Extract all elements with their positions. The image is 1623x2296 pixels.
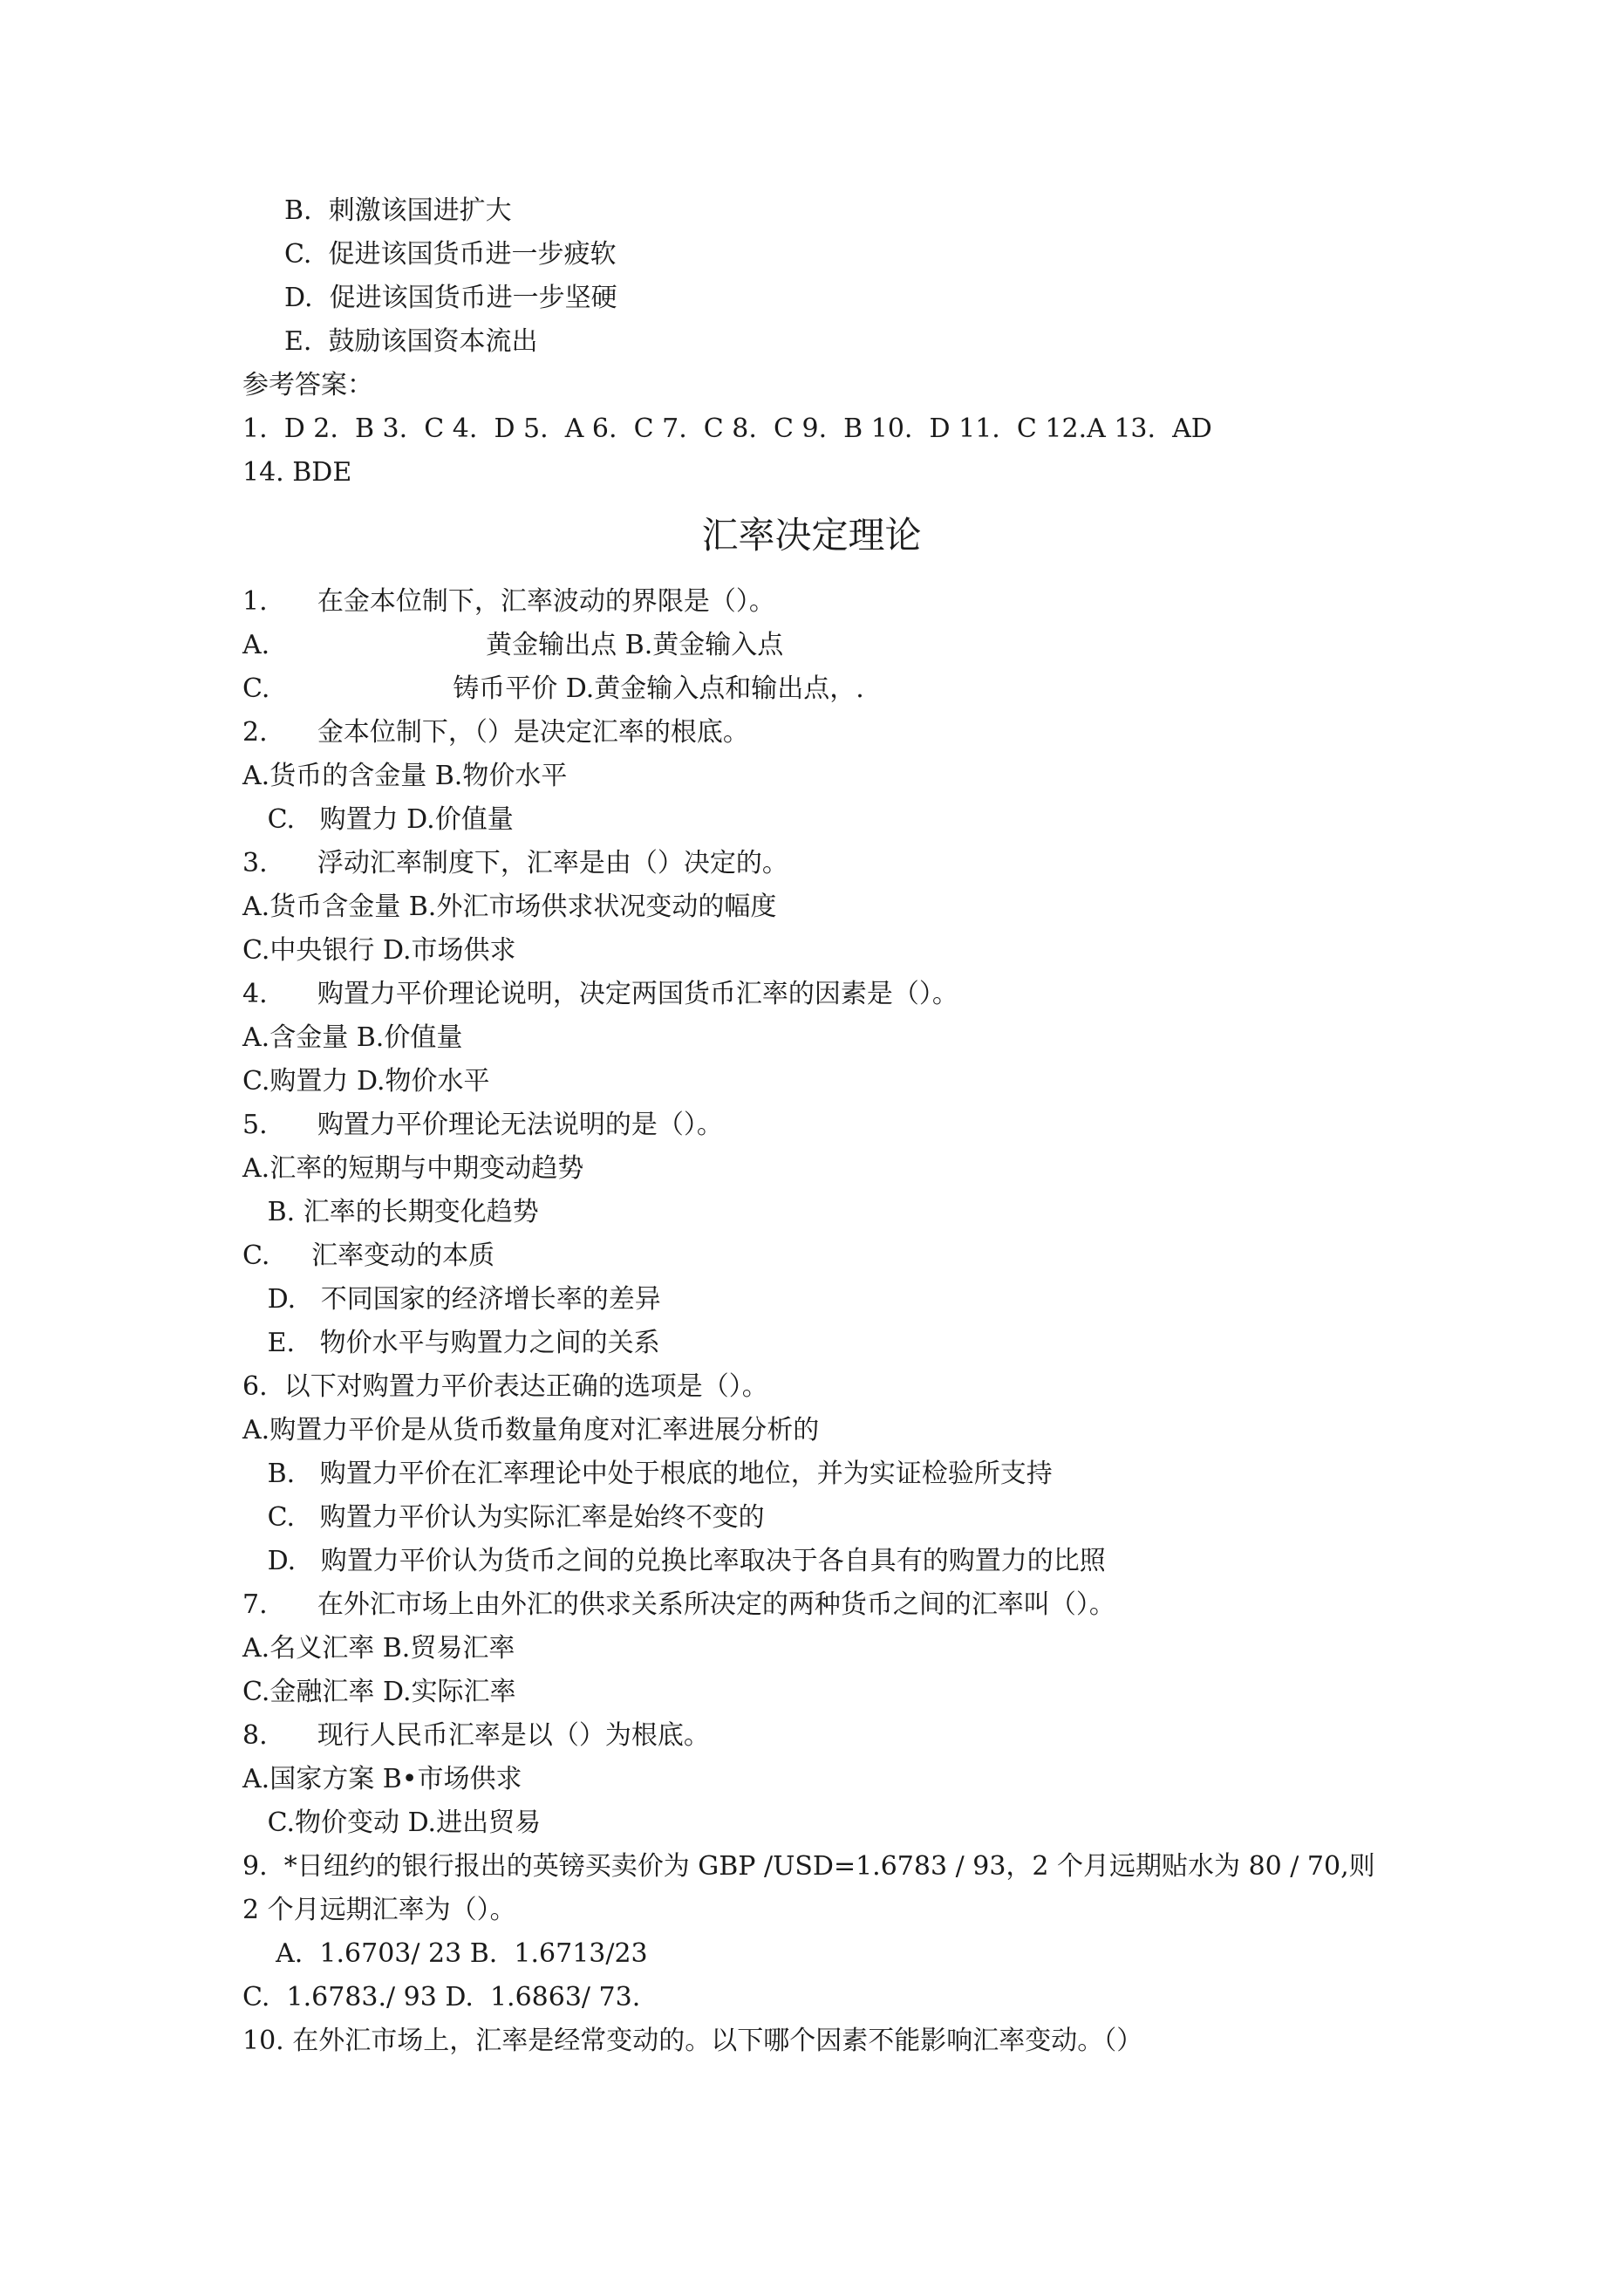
question-line: 6. 以下对购置力平价表达正确的选项是（）。 — [242, 1371, 768, 1402]
question-line: 7. 在外汇市场上由外汇的供求关系所决定的两种货币之间的汇率叫（）。 — [242, 1589, 1115, 1620]
question-line: A. 黄金输出点 B.黄金输入点 — [242, 630, 784, 660]
question-line: A.名义汇率 B.贸易汇率 — [242, 1633, 515, 1664]
question-line: D. 不同国家的经济增长率的差异 — [242, 1284, 661, 1315]
question-line: C. 1.6783./ 93 D. 1.6863/ 73. — [242, 1982, 641, 2012]
answer-label: 参考答案： — [242, 370, 373, 400]
question-line: A.国家方案 B•市场供求 — [242, 1764, 522, 1794]
question-line: C. 购置力 D.价值量 — [242, 804, 514, 835]
question-line: E. 物价水平与购置力之间的关系 — [242, 1328, 660, 1358]
question-line: 3. 浮动汇率制度下，汇率是由（）决定的。 — [242, 848, 788, 878]
question-line: C.物价变动 D.进出贸易 — [242, 1807, 542, 1838]
question-line: B. 汇率的长期变化趋势 — [242, 1197, 539, 1227]
question-line: 10. 在外汇市场上，汇率是经常变动的。以下哪个因素不能影响汇率变动。（） — [242, 2026, 1143, 2056]
question-line: B. 购置力平价在汇率理论中处于根底的地位，并为实证检验所支持 — [242, 1459, 1053, 1489]
option-line: D. 促进该国货币进一步坚硬 — [284, 283, 617, 313]
question-line: 8. 现行人民币汇率是以（）为根底。 — [242, 1720, 710, 1751]
question-line: 1. 在金本位制下，汇率波动的界限是（）。 — [242, 586, 775, 617]
question-line: 2 个月远期汇率为（）。 — [242, 1895, 516, 1925]
question-line: 2. 金本位制下，（）是决定汇率的根底。 — [242, 717, 749, 748]
question-line: C. 汇率变动的本质 — [242, 1240, 495, 1271]
question-line: A.含金量 B.价值量 — [242, 1022, 463, 1053]
question-line: 5. 购置力平价理论无法说明的是（）。 — [242, 1110, 723, 1140]
answers-line: 1. D 2. B 3. C 4. D 5. A 6. C 7. C 8. C 9. B 10. D 11. C 12.A 13. AD — [242, 413, 1212, 444]
question-line: A.货币的含金量 B.物价水平 — [242, 761, 568, 791]
question-line: A. 1.6703/ 23 B. 1.6713/23 — [242, 1938, 648, 1969]
question-line: C.中央银行 D.市场供求 — [242, 935, 516, 966]
question-line: C. 铸币平价 D.黄金输入点和输出点，. — [242, 673, 864, 704]
question-line: A.货币含金量 B.外汇市场供求状况变动的幅度 — [242, 892, 777, 922]
question-line: 4. 购置力平价理论说明，决定两国货币汇率的因素是（）。 — [242, 979, 958, 1009]
question-line: 9. *日纽约的银行报出的英镑买卖价为 GBP /USD=1.6783 / 93，2 个月远期贴水为 80 / 70,则 — [242, 1851, 1375, 1882]
question-line: C.金融汇率 D.实际汇率 — [242, 1677, 516, 1707]
question-line: A.汇率的短期与中期变动趋势 — [242, 1153, 584, 1184]
question-line: C.购置力 D.物价水平 — [242, 1066, 490, 1097]
answers-line: 14. BDE — [242, 457, 352, 488]
section-title: 汇率决定理论 — [701, 514, 922, 557]
question-line: D. 购置力平价认为货币之间的兑换比率取决于各自具有的购置力的比照 — [242, 1546, 1106, 1576]
question-line: A.购置力平价是从货币数量角度对汇率进展分析的 — [242, 1415, 820, 1445]
question-line: C. 购置力平价认为实际汇率是始终不变的 — [242, 1502, 765, 1533]
option-line: B. 刺激该国进扩大 — [284, 195, 512, 226]
option-line: C. 促进该国货币进一步疲软 — [284, 239, 617, 270]
option-line: E. 鼓励该国资本流出 — [284, 326, 538, 357]
